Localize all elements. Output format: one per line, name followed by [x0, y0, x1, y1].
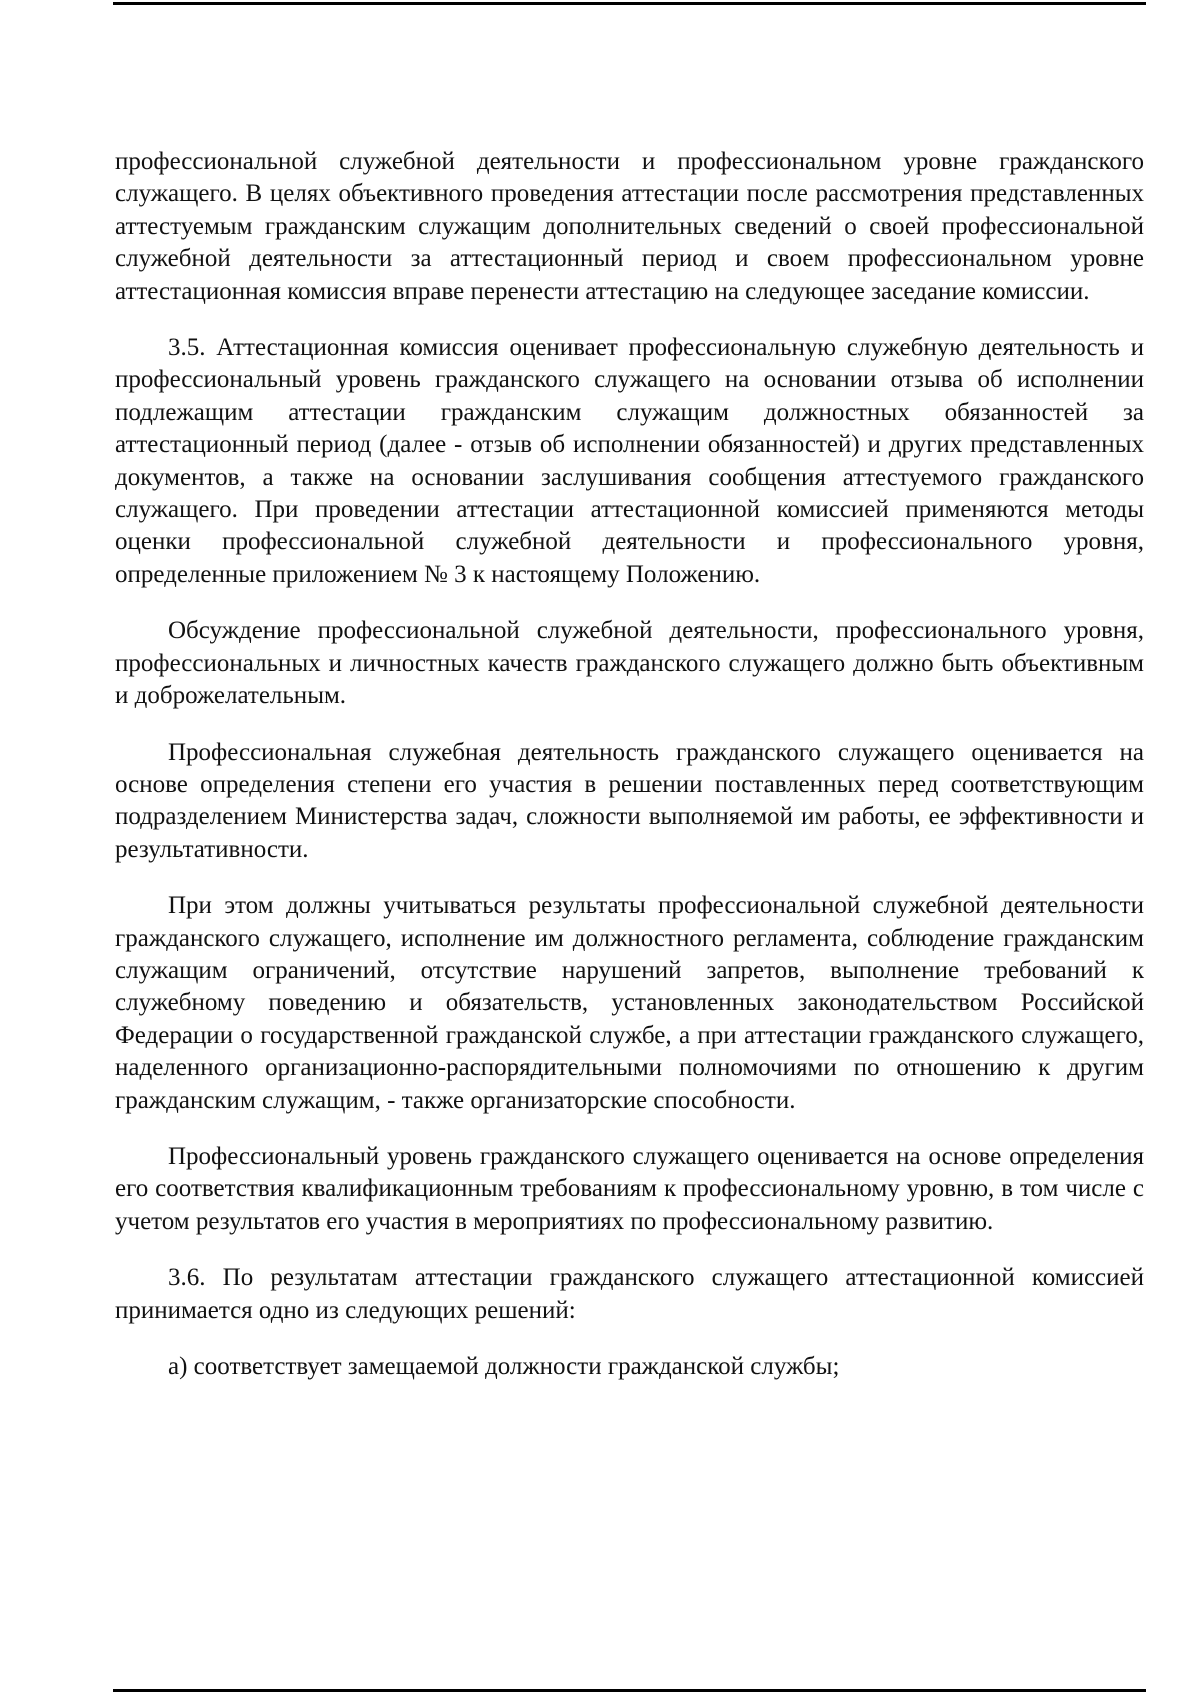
paragraph-activity-evaluation: Профессиональная служебная деятельность гражданского служащего оценивается на основе определения степени его участия в решении поставленных перед соответствующим подразделением Министерства задач, сложности выполняемой им работы, ее эффективности и результативности. [115, 738, 1144, 863]
top-rule [113, 2, 1146, 5]
paragraph-3-5: 3.5. Аттестационная комиссия оценивает профессиональную служебную деятельность и профессиональный уровень гражданского служащего на основании отзыва об исполнении подлежащим аттестации гражданским служащим должностных обязанностей за аттестационный период (далее - отзыв об исполнении обязанностей) и других представленных документов, а также на основании заслушивания сообщения аттестуемого гражданского служащего. При проведении аттестации аттестационной комиссией применяются методы оценки профессиональной служебной деятельности и профессионального уровня, определенные приложением № 3 к настоящему Положению. [115, 334, 1144, 588]
paragraph-results-considered: При этом должны учитываться результаты профессиональной служебной деятельности гражданского служащего, исполнение им должностного регламента, соблюдение гражданским служащим ограничений, отсутствие нарушений запретов, выполнение требований к служебному поведению и обязательств, установленных законодательством Российской Федерации о государственной гражданской службе, а при аттестации гражданского служащего, наделенного организационно-распорядительными полномочиями по отношению к другим гражданским служащим, - также организаторские способности. [115, 892, 1144, 1114]
paragraph-3-6: 3.6. По результатам аттестации гражданского служащего аттестационной комиссией принимается одно из следующих решений: [115, 1264, 1144, 1324]
paragraph-level-evaluation: Профессиональный уровень гражданского служащего оценивается на основе определения его соответствия квалификационным требованиям к профессиональному уровню, в том числе с учетом результатов его участия в мероприятиях по профессиональному развитию. [115, 1142, 1144, 1235]
paragraph-discussion: Обсуждение профессиональной служебной деятельности, профессионального уровня, профессиональных и личностных качеств гражданского служащего должно быть объективным и доброжелательным. [115, 617, 1144, 710]
bottom-rule [113, 1689, 1146, 1692]
list-item-a: а) соответствует замещаемой должности гражданской службы; [168, 1353, 840, 1380]
paragraph-continuation: профессиональной служебной деятельности и профессиональном уровне гражданского служащего. В целях объективного проведения аттестации после рассмотрения представленных аттестуемым гражданским служащим дополнительных сведений о своей профессиональной служебной деятельности за аттестационный период и своем профессиональном уровне аттестационная комиссия вправе перенести аттестацию на следующее заседание комиссии. [115, 148, 1144, 305]
document-body [115, 146, 1144, 1407]
